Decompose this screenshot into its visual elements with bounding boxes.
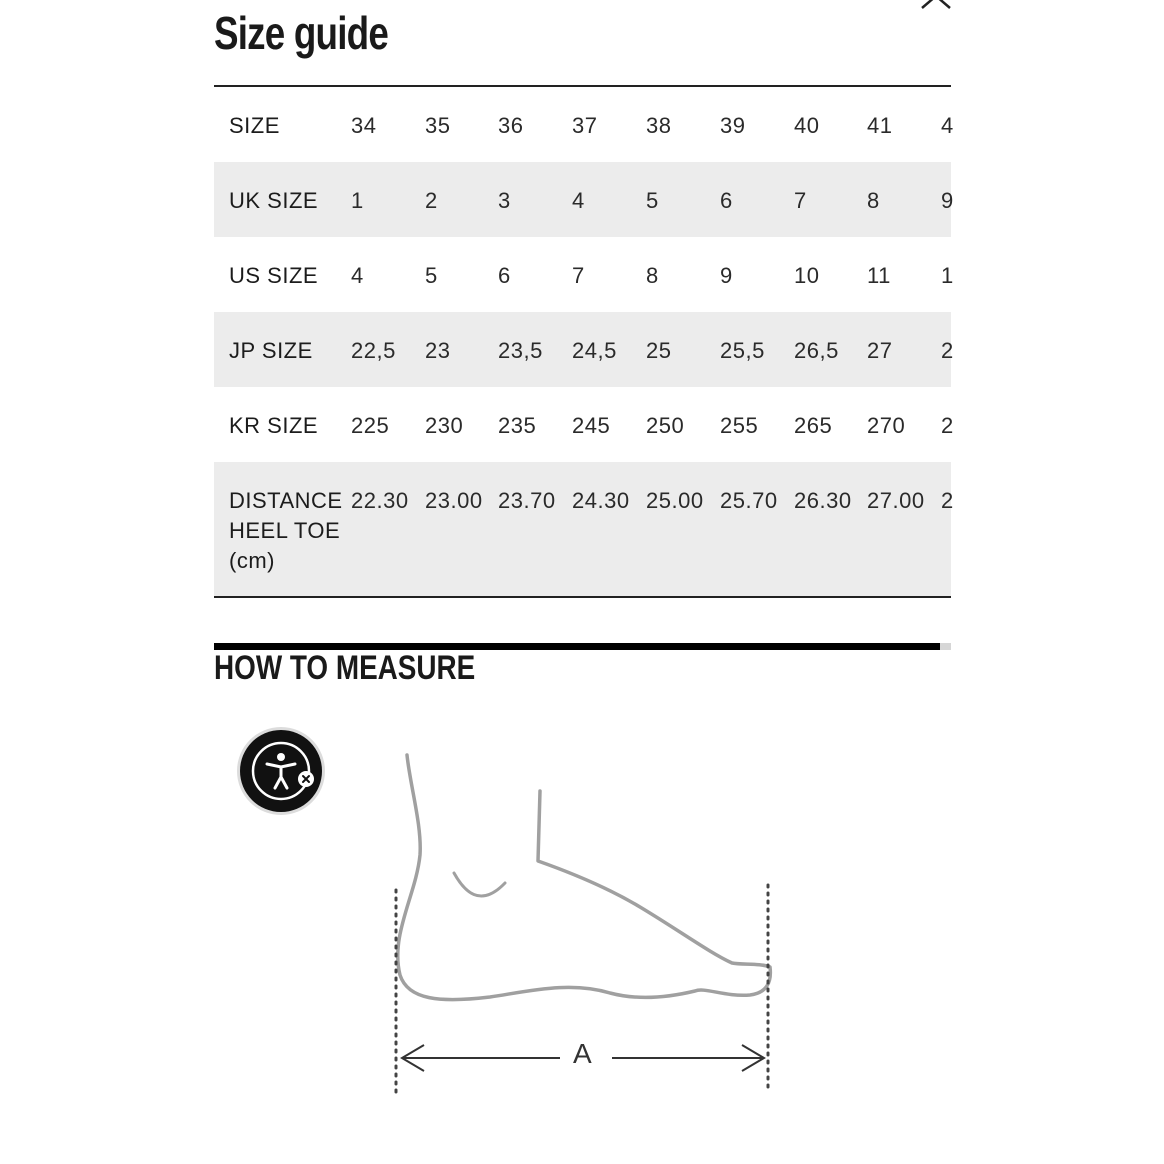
table-cell: 245 bbox=[572, 413, 611, 438]
table-cell: 34 bbox=[351, 113, 377, 138]
table-cell: 255 bbox=[720, 413, 759, 438]
table-cell: 8 bbox=[646, 263, 659, 288]
table-cell: 265 bbox=[794, 413, 833, 438]
table-cell: 23,5 bbox=[498, 338, 543, 363]
size-table[interactable] bbox=[214, 85, 954, 598]
table-cell: 4 bbox=[572, 188, 585, 213]
table-row bbox=[214, 237, 954, 312]
close-icon bbox=[916, 0, 956, 12]
table-cell: 9 bbox=[941, 188, 954, 213]
table-cell: 26.30 bbox=[794, 488, 852, 513]
table-cell: 25.70 bbox=[720, 488, 778, 513]
table-cell: 11 bbox=[867, 263, 891, 288]
table-cell: 2 bbox=[941, 488, 954, 513]
table-row bbox=[214, 162, 954, 237]
page-title: Size guide bbox=[214, 7, 388, 59]
dimension-label: A bbox=[573, 1038, 592, 1069]
table-cell: 36 bbox=[498, 113, 524, 138]
table-cell: 235 bbox=[498, 413, 537, 438]
table-cell: 225 bbox=[351, 413, 390, 438]
close-button[interactable] bbox=[916, 0, 956, 12]
table-cell: 2 bbox=[941, 338, 954, 363]
table-row bbox=[214, 87, 954, 162]
table-cell: 3 bbox=[498, 188, 511, 213]
table-cell: 4 bbox=[351, 263, 364, 288]
table-cell: 38 bbox=[646, 113, 672, 138]
table-row bbox=[214, 312, 954, 387]
table-cell: 25,5 bbox=[720, 338, 765, 363]
table-cell: 270 bbox=[867, 413, 906, 438]
row-label: UK SIZE bbox=[229, 188, 319, 213]
table-cell: 8 bbox=[867, 188, 880, 213]
row-label: SIZE bbox=[229, 113, 280, 138]
table-cell: 6 bbox=[498, 263, 511, 288]
table-cell: 7 bbox=[572, 263, 585, 288]
table-cell: 24.30 bbox=[572, 488, 630, 513]
table-cell: 250 bbox=[646, 413, 685, 438]
table-cell: 23.70 bbox=[498, 488, 556, 513]
close-badge-icon bbox=[298, 771, 314, 787]
table-cell: 23 bbox=[425, 338, 451, 363]
table-cell: 22,5 bbox=[351, 338, 396, 363]
table-row bbox=[214, 462, 954, 596]
table-cell: 4 bbox=[941, 113, 954, 138]
table-cell: 5 bbox=[425, 263, 438, 288]
row-label: US SIZE bbox=[229, 263, 319, 288]
table-row bbox=[214, 387, 954, 462]
table-cell: 23.00 bbox=[425, 488, 483, 513]
table-cell: 22.30 bbox=[351, 488, 409, 513]
table-cell: 6 bbox=[720, 188, 733, 213]
table-cell: 5 bbox=[646, 188, 659, 213]
table-cell: 27.00 bbox=[867, 488, 925, 513]
table-cell: 27 bbox=[867, 338, 893, 363]
table-cell: 37 bbox=[572, 113, 598, 138]
accessibility-button[interactable] bbox=[235, 725, 327, 817]
table-cell: 25.00 bbox=[646, 488, 704, 513]
table-cell: 41 bbox=[867, 113, 893, 138]
table-cell: 230 bbox=[425, 413, 464, 438]
row-label: DISTANCE HEEL TOE (cm) bbox=[229, 488, 343, 573]
table-cell: 24,5 bbox=[572, 338, 617, 363]
table-cell: 25 bbox=[646, 338, 672, 363]
table-cell: 9 bbox=[720, 263, 733, 288]
table-cell: 35 bbox=[425, 113, 451, 138]
table-cell: 39 bbox=[720, 113, 746, 138]
table-cell: 10 bbox=[794, 263, 820, 288]
table-cell: 1 bbox=[351, 188, 364, 213]
table-cell: 40 bbox=[794, 113, 820, 138]
table-cell: 26,5 bbox=[794, 338, 839, 363]
table-cell: 2 bbox=[941, 413, 954, 438]
row-label: JP SIZE bbox=[229, 338, 313, 363]
how-to-measure-heading: HOW TO MEASURE bbox=[214, 649, 476, 687]
table-cell: 2 bbox=[425, 188, 438, 213]
table-cell: 7 bbox=[794, 188, 807, 213]
accessibility-icon bbox=[235, 725, 327, 817]
table-cell: 1 bbox=[941, 263, 954, 288]
row-label: KR SIZE bbox=[229, 413, 319, 438]
